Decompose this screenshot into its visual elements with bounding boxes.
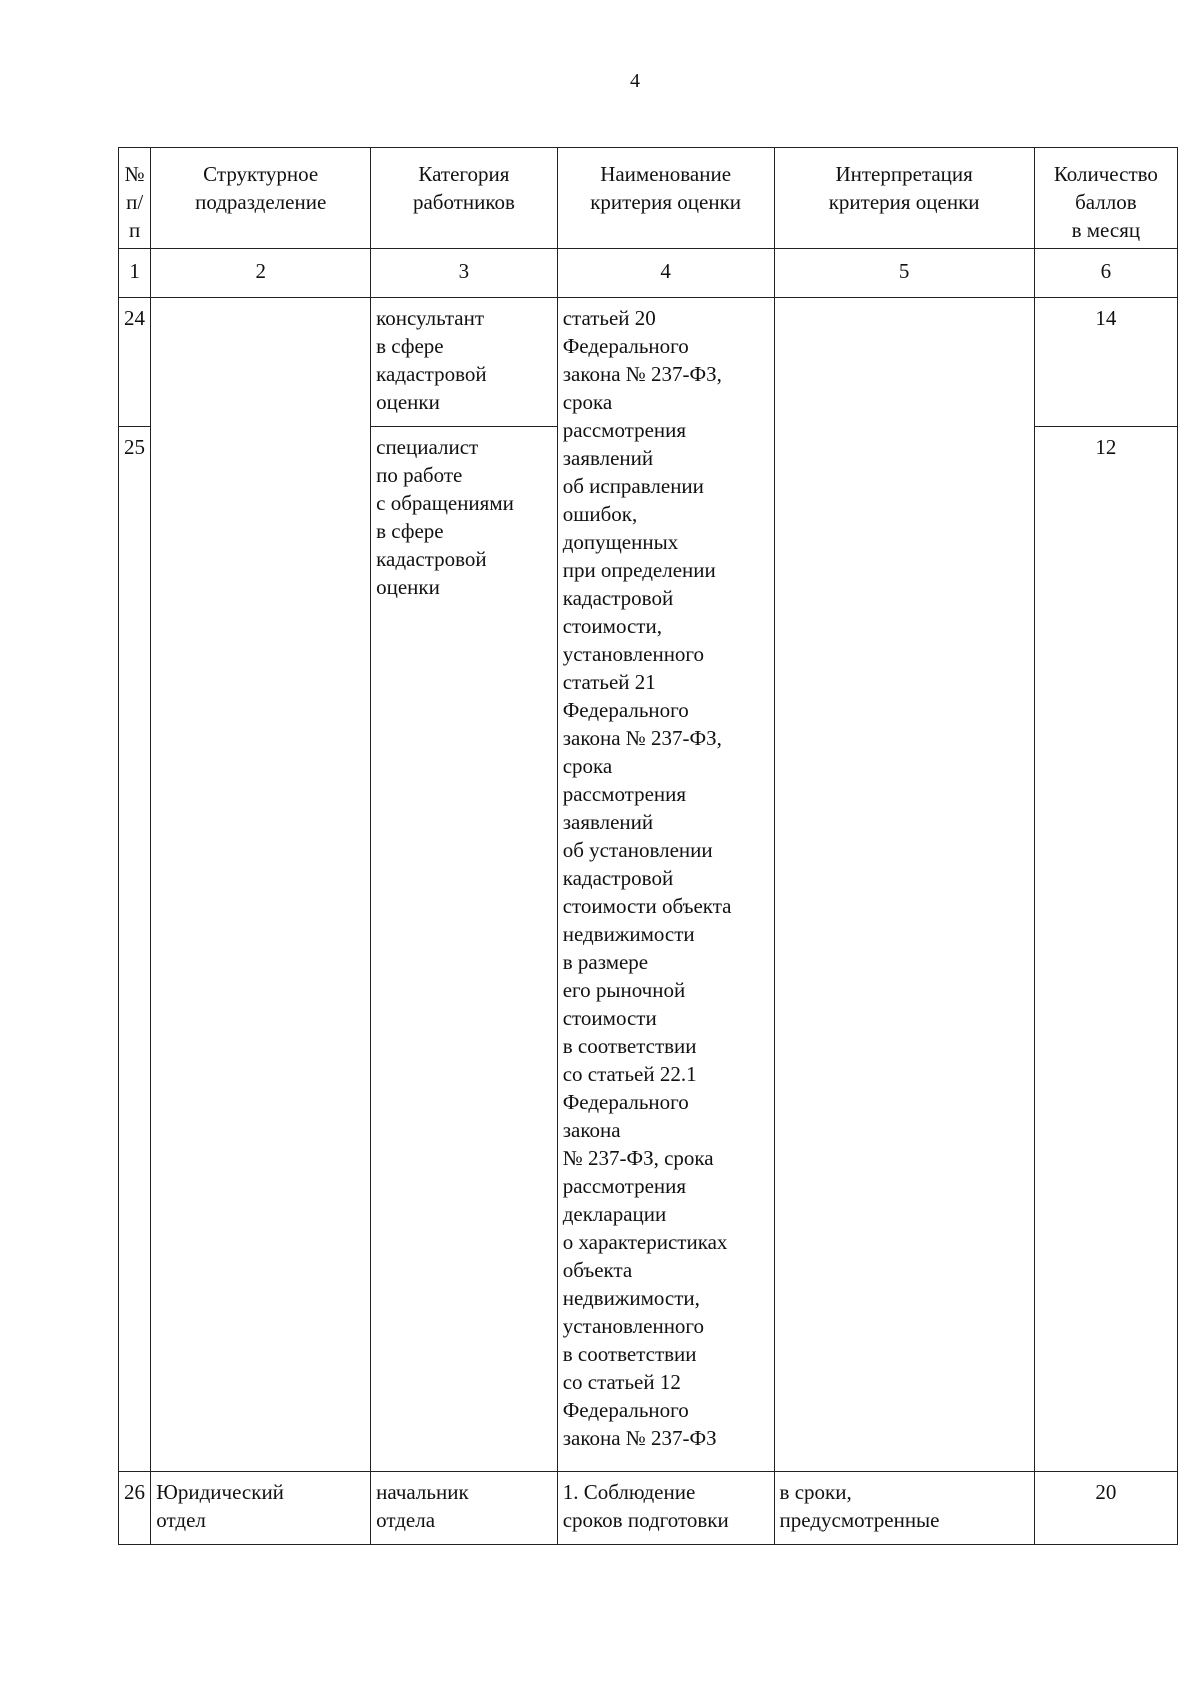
- row-number: 24: [119, 298, 151, 427]
- header-interpretation: Интерпретация критерия оценки: [774, 148, 1034, 249]
- header-number: № п/ п: [119, 148, 151, 249]
- column-number-5: 5: [774, 249, 1034, 298]
- table-row: [119, 1472, 1178, 1545]
- page-number: 4: [630, 70, 640, 92]
- category-cell: специалист по работе с обращениями в сфере кадастровой оценки: [371, 427, 558, 1472]
- column-number-3: 3: [371, 249, 558, 298]
- interpretation-cell: [774, 298, 1034, 1472]
- column-number-2: 2: [151, 249, 371, 298]
- score-cell: 14: [1034, 298, 1177, 427]
- column-number-1: 1: [119, 249, 151, 298]
- score-cell: 20: [1034, 1472, 1177, 1545]
- table-header-row: [119, 148, 1178, 249]
- header-score: Количество баллов в месяц: [1034, 148, 1177, 249]
- column-number-6: 6: [1034, 249, 1177, 298]
- category-cell: консультант в сфере кадастровой оценки: [371, 298, 558, 427]
- criterion-cell: 1. Соблюдение сроков подготовки: [557, 1472, 774, 1545]
- division-cell: [151, 298, 371, 1472]
- criteria-table: [118, 147, 1178, 1545]
- row-number: 26: [119, 1472, 151, 1545]
- header-division: Структурное подразделение: [151, 148, 371, 249]
- score-cell: 12: [1034, 427, 1177, 1472]
- header-criterion: Наименование критерия оценки: [557, 148, 774, 249]
- category-cell: начальник отдела: [371, 1472, 558, 1545]
- row-number: 25: [119, 427, 151, 1472]
- criterion-cell: статьей 20 Федерального закона № 237-ФЗ, срока рассмотрения заявлений об исправлении ошибок, допущенных при определении кадастровой стоимости, установленного статьей 21 Федерального закона № 237-ФЗ, срока рассмотрения заявлений об установлении кадастровой стоимости объекта недвижимости в размере его рыночной стоимости в соответствии со статьей 22.1 Федерального закона № 237-ФЗ, срока рассмотрения декларации о характеристиках объекта недвижимости, установленного в соответствии со статьей 12 Федерального закона № 237-ФЗ: [557, 298, 774, 1472]
- column-number-4: 4: [557, 249, 774, 298]
- header-category: Категория работников: [371, 148, 558, 249]
- table-row: [119, 298, 1178, 427]
- interpretation-cell: в сроки, предусмотренные: [774, 1472, 1034, 1545]
- division-cell: Юридический отдел: [151, 1472, 371, 1545]
- column-number-row: [119, 249, 1178, 298]
